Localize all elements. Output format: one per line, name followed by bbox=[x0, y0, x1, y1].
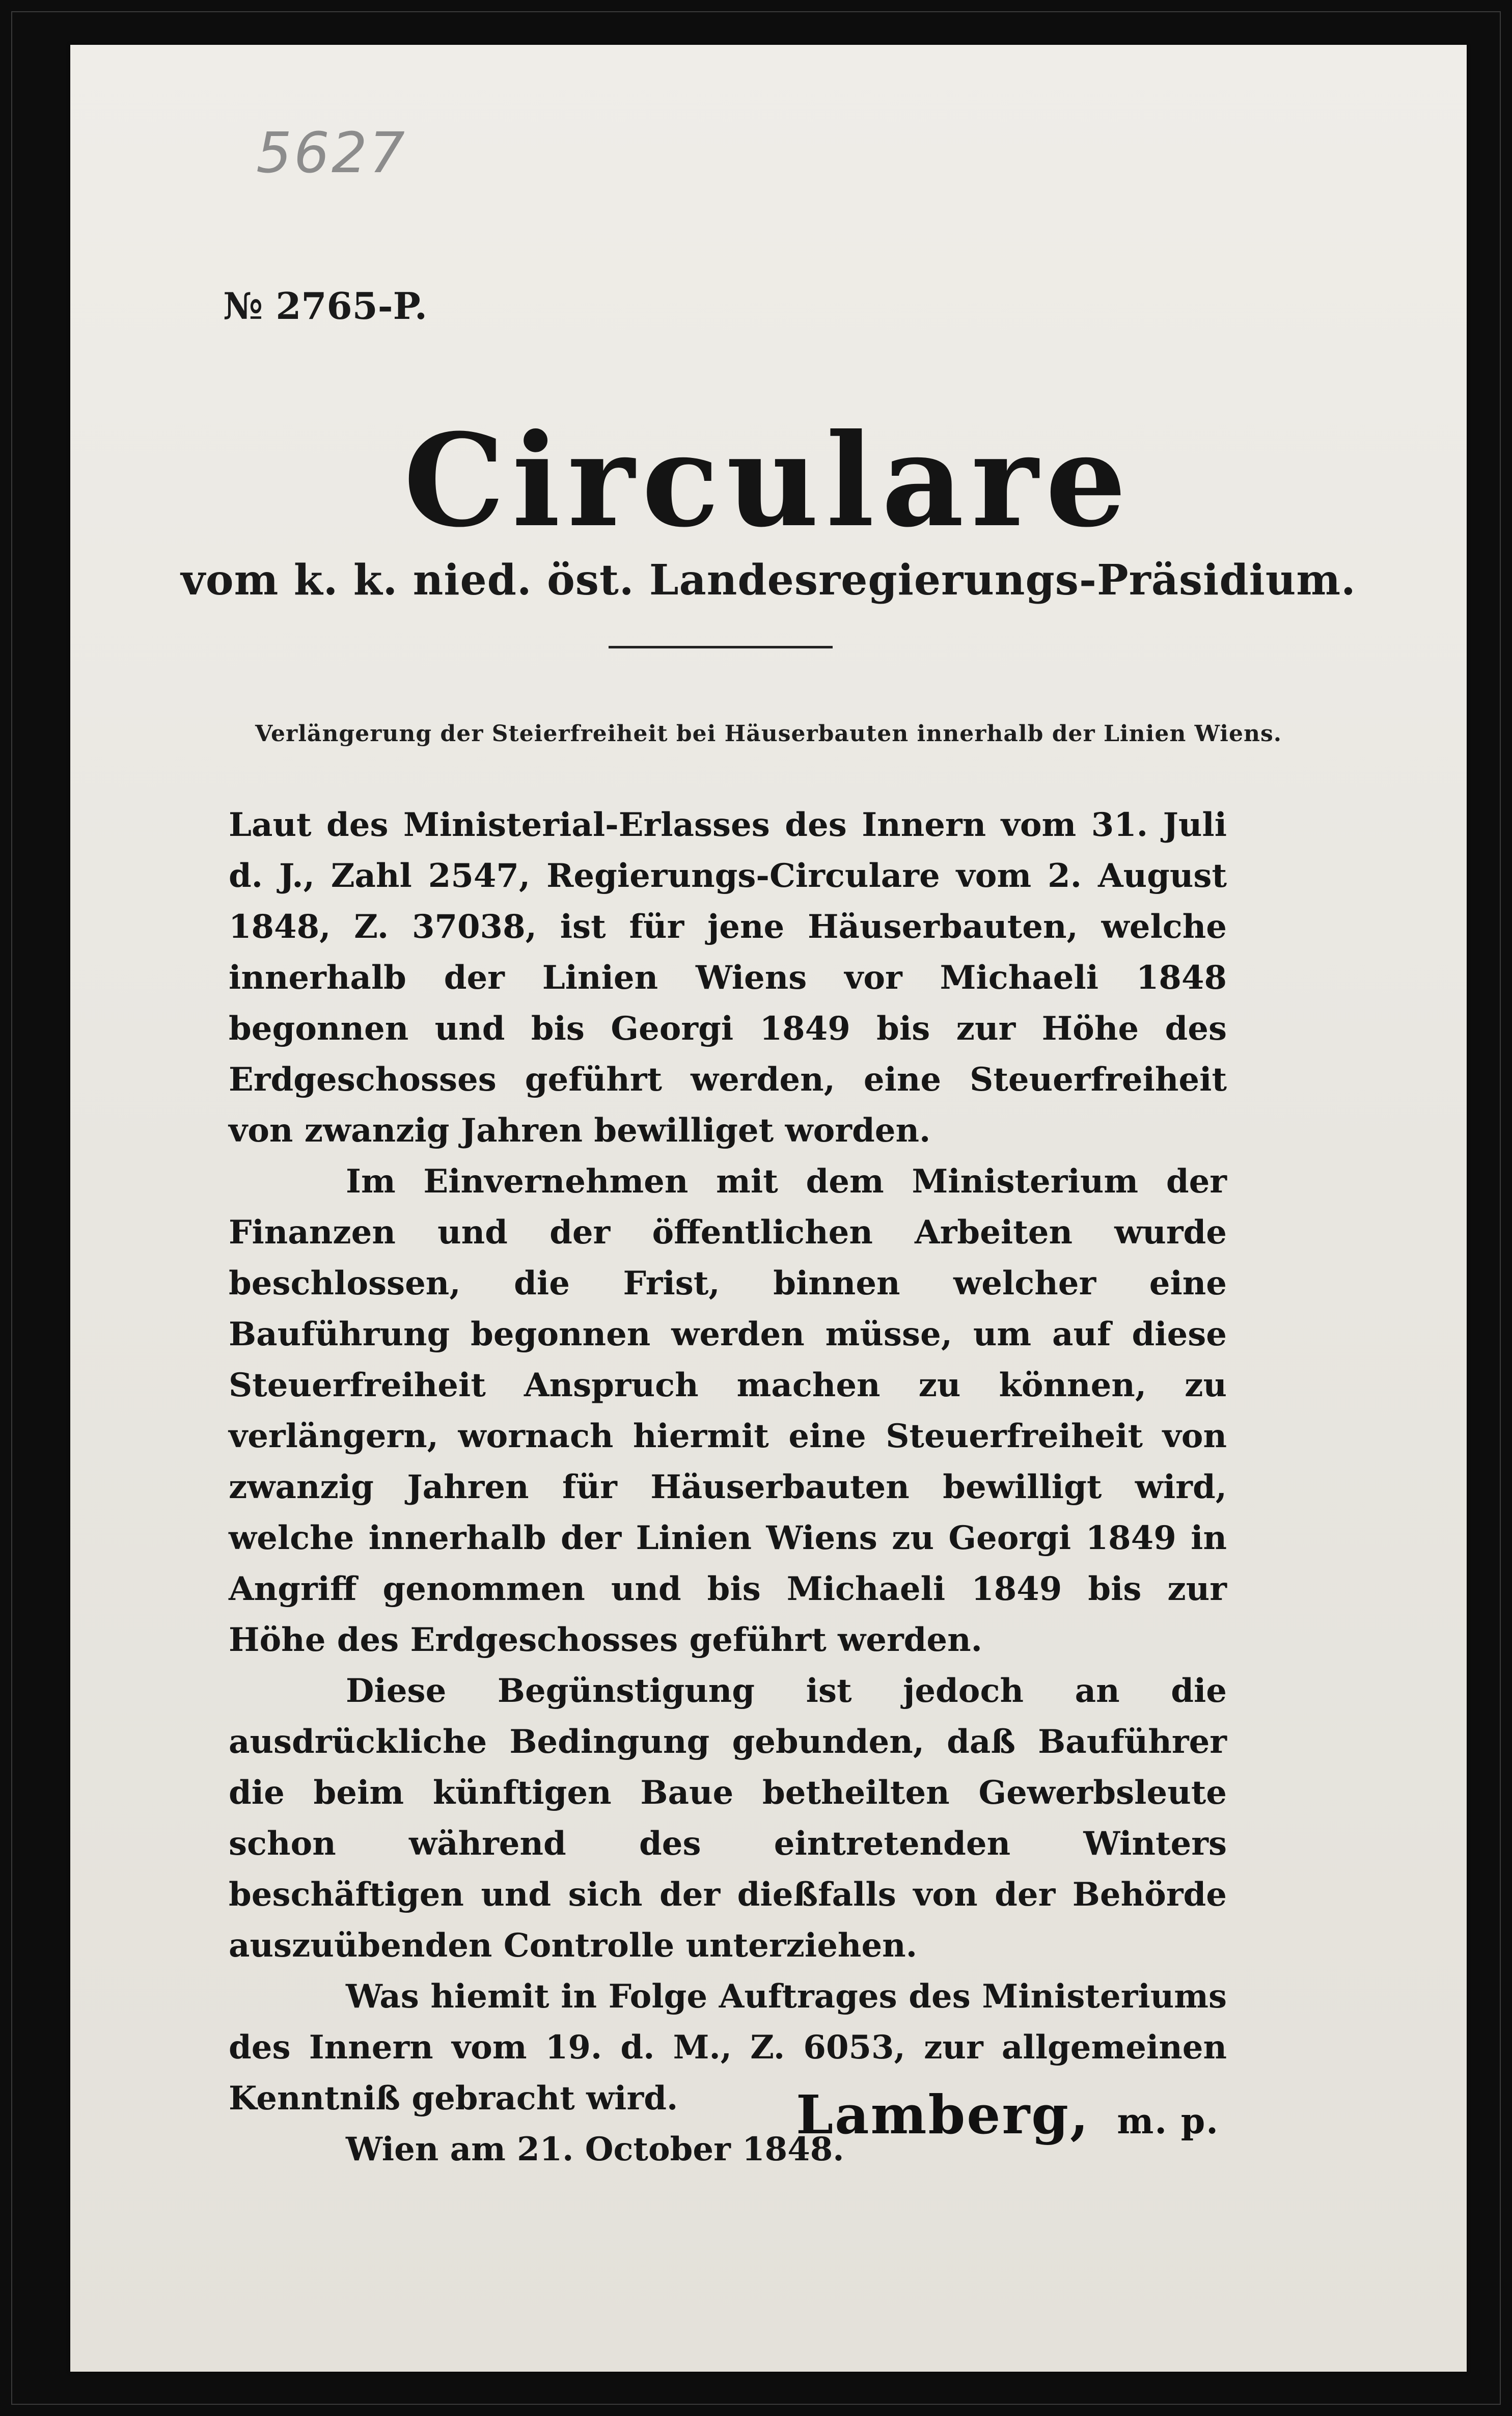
paragraph-1: Laut des Ministerial-Erlasses des Innern vom 31. Juli d. J., Zahl 2547, Regierungs-Circulare vom 2. August 1848, Z. 37038, ist für jene Häuserbauten, welche innerhalb der Linien Wiens vor Michaeli 1848 begonnen und bis Georgi 1849 bis zur Höhe des Erdgeschosses geführt werden, eine Steuerfreiheit von zwanzig Jahren bewilliget worden. bbox=[229, 806, 1227, 1150]
paragraph-3: Diese Begünstigung ist jedoch an die ausdrückliche Bedingung gebunden, daß Bauführer die beim künftigen Baue betheilten Gewerbsleute schon während des eintretenden Winters beschäftigen und sich der dießfalls von der Behörde auszuübenden Controlle unterziehen. bbox=[229, 1672, 1227, 1965]
document-sheet bbox=[70, 45, 1467, 2372]
paragraph-2: Im Einvernehmen mit dem Ministerium der Finanzen und der öffentlichen Arbeiten wurde beschlossen, die Frist, binnen welcher eine Bauführung begonnen werden müsse, um auf diese Steuerfreiheit Anspruch machen zu können, zu verlängern, wornach hiermit eine Steuerfreiheit von zwanzig Jahren für Häuserbauten bewilligt wird, welche innerhalb der Linien Wiens zu Georgi 1849 in Angriff genommen und bis Michaeli 1849 bis zur Höhe des Erdgeschosses geführt werden. bbox=[229, 1162, 1227, 1659]
signature-name: Lamberg, bbox=[796, 2083, 1090, 2146]
title-divider bbox=[609, 646, 833, 648]
signature-suffix: m. p. bbox=[1117, 2101, 1219, 2142]
paragraph-4: Was hiemit in Folge Auftrages des Ministeriums des Innern vom 19. d. M., Z. 6053, zur allgemeinen Kenntniß gebracht wird. bbox=[229, 1977, 1227, 2118]
document-subtitle: vom k. k. nied. öst. Landesregierungs-Präsidium. bbox=[181, 556, 1356, 605]
document-body bbox=[229, 800, 1227, 2175]
place-date: Wien am 21. October 1848. bbox=[346, 2130, 844, 2168]
reference-number: № 2765-P. bbox=[223, 284, 427, 328]
document-title: Circulare bbox=[403, 405, 1134, 555]
archive-number: 5627 bbox=[256, 120, 407, 185]
document-topic: Verlängerung der Steierfreiheit bei Häuserbauten innerhalb der Linien Wiens. bbox=[255, 721, 1282, 747]
signature bbox=[796, 2083, 1219, 2146]
